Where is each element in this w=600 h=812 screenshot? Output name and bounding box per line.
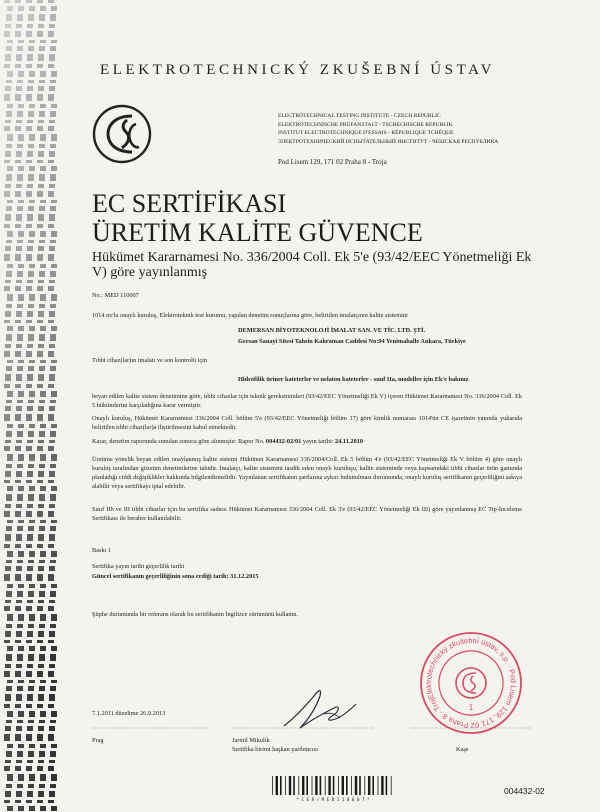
edition: Baskı 1 (92, 547, 112, 554)
barcode-bar (391, 776, 392, 795)
svg-text:Elektrotechnický zkušební ústa (418, 630, 524, 736)
certificate-legal-basis: Hükümet Kararnamesi No. 336/2004 Coll. Ek 5'e (93/42/EEC Yönetmeliği Ek V) göre yayınlanmış (92, 250, 532, 280)
device-intro: Tıbbi cihaz(lar)ın imalatı ve son kontrolü için (92, 357, 208, 364)
institute-name-fr: INSTITUT ELECTROTECHNIQUE D'ESSAIS - RÉPUBLIQUE TCHÈQUE (278, 130, 454, 137)
barcode-bar (289, 776, 291, 795)
barcode-bar (315, 776, 317, 795)
paragraph-class-restriction: Sınıf IIb ve III tıbbi cihazlar için bu sertifika sadece Hükümet Kararnamesi 336/2004 Coll. Ek 3'e (93/42/EEC Yönetmeliği Ek III) göre yayınlanmış EC Tip-İnceleme Sertifikası ile beraber kullanılabilir. (92, 506, 522, 522)
company-name: DEMERSAN BİYOTEKNOLOJİ İMALAT SAN. VE TİC. LTD. ŞTİ. (238, 327, 426, 334)
barcode-bar (338, 776, 339, 795)
report-date: 24.11.2010 (335, 438, 364, 445)
barcode-bar (342, 776, 344, 795)
institute-name-ru: ЭЛЕКТРОТЕХНИЧЕСКИЙ ИСПЫТАТЕЛЬНЫЙ ИНСТИТУТ - ЧЕШСКАЯ РЕСПУБЛИКА (278, 138, 499, 145)
barcode-bar (359, 776, 361, 795)
barcode-bar (285, 776, 286, 795)
signer-title: Sertifika birimi başkan yardımcısı (232, 746, 318, 753)
paragraph-body: 1014 no'lu onaylı kuruluş, Elektroteknik test kurumu, yapılan denetim sonuçlarına göre, belirtilen imalatçının kalite sistemini (92, 312, 408, 319)
document-number: 004432-02 (504, 786, 545, 796)
official-stamp-icon (418, 630, 524, 736)
barcode-bar (328, 776, 330, 795)
barcode-bar (355, 776, 357, 795)
institute-name-de: ELEKTROTECHNISCHE PRÜFANSTALT - TSCHECHISCHE REPUBLIK (278, 121, 453, 128)
institute-names-multilingual (278, 112, 498, 146)
barcode-bar (280, 776, 282, 795)
barcode-bar (312, 776, 313, 795)
report-number: 004432-02/01 (265, 438, 302, 445)
paragraph-english-reference: Şüphe durumunda bir referans olarak bu sertifikanın İngilizce sürümünü kullanın. (92, 611, 298, 618)
place: Prag (92, 737, 104, 744)
certificate-subtitle: ÜRETİM KALİTE GÜVENCE (92, 218, 423, 247)
barcode-bar (293, 776, 295, 795)
barcode-bar (381, 776, 383, 795)
report-mid: yayın tarihi: (301, 438, 336, 445)
barcode-bar (276, 776, 278, 795)
stamp-number: 1 (468, 703, 474, 712)
stamp-label: Kaşe (456, 746, 469, 753)
barcode-icon (270, 776, 396, 802)
validity-date: Güncel sertifikanın geçerliliğinin sona erdiği tarih: 31.12.2015 (92, 573, 259, 580)
paragraph-declared: beyan edilen kalite sistem denetimine göre, tıbbi cihazlar için teknik gereksinimleri (93/42/EEC Yönetmeliği Ek V) içeren Hükümet Kararnamesi No. 336/2004 Coll. Ek 5 hükümlerini karşıladığına karar vermiştir. (92, 393, 522, 409)
barcode-bar (386, 776, 388, 795)
barcode-bar (368, 776, 370, 795)
barcode-bar (351, 776, 352, 795)
barcode-bar (333, 776, 335, 795)
signer-name: Jarmil Mikulík (232, 737, 270, 744)
ezu-logo-icon (92, 104, 152, 164)
institute-address: Pod Lisem 129, 171 02 Praha 8 - Troja (278, 158, 387, 166)
paragraph-ce-marking: Onaylı kuruluş, Hükümet Kararnamesi 336/2004 Coll. bölüm 5'e (93/42/EEC Yönetmeliği bölüm 17) göre kimlik numarası 1014'ün CE işaretinin yanında yukarıda belirtilen tıbbi cihaz(lar)a iliştirilmesini kabul etmektedir. (92, 415, 522, 431)
barcode-bar (364, 776, 365, 795)
barcode-bar (346, 776, 348, 795)
signature-date: 7.1.2011 düzeltme 26.9.2013 (92, 710, 166, 717)
handwritten-signature (270, 678, 380, 738)
barcode-bar (325, 776, 326, 795)
device-description: Hidrofilik üriner kateterler ve nelaton kateterler - sınıf IIa, modeller için Ek'e bakınız (238, 376, 469, 383)
barcode-bar (372, 776, 374, 795)
institute-name-en: ELECTROTECHNICAL TESTING INSTITUTE - CZECH REPUBLIC (278, 113, 441, 119)
barcode-bar (302, 776, 304, 795)
paragraph-report (92, 437, 522, 446)
validity-label: Sertifika yayın tarihi geçerlilik tarihi (92, 563, 185, 570)
barcode-bar (320, 776, 322, 795)
barcode-bar (378, 776, 379, 795)
report-prefix: Karar, denetim raporunda sunulan sonuca göre alınmıştır. Rapor No. (92, 438, 266, 445)
certificate-title: EC SERTİFİKASI (92, 189, 287, 218)
company-address: Gersan Sanayi Sitesi Tahsin Kahraman Caddesi No:94 Yenimahalle Ankara, Türkiye (238, 338, 466, 345)
paragraph-surveillance: Üretime yönelik beyan edilen onaylanmış kalite sistemi Hükümet Kararnamesi 336/2004/Coll. Ek 5 bölüm 4'e (93/42/EEC Yönetmeliği Ek V bölüm 4) göre onaylı kuruluş tarafından gözetim denetimlerine tabidir. İmalatçı, kalite sistemini tasdik eden onaylı kuruluşu, kalite sisteminde veya kapsamdaki tıbbi cihazlar ürün gamında planladığı ciddi değişiklikler hakkında bilgilendirmelidir. Yayınlanan sertifikanın şartlarına aykırı bulunulması durumunda, onaylı kuruluş sertifikanın geçerliliğini askıya alabilir veya sertifikayı iptal edebilir. (92, 456, 522, 490)
certificate-number: No.: MED 110007 (92, 292, 139, 299)
barcode-bar (272, 776, 273, 795)
barcode-bar (298, 776, 299, 795)
institute-name: ELEKTROTECHNICKÝ ZKUŠEBNÍ ÚSTAV (100, 62, 496, 78)
barcode-bar (306, 776, 308, 795)
stamp-text: Elektrotechnický zkušební ústav, s.p. · Pod Lisem 129, 171 02 Praha 8 - Troja (423, 635, 519, 731)
barcode-text: * C E R / M E D 1 1 0 0 0 7 * (296, 797, 370, 802)
